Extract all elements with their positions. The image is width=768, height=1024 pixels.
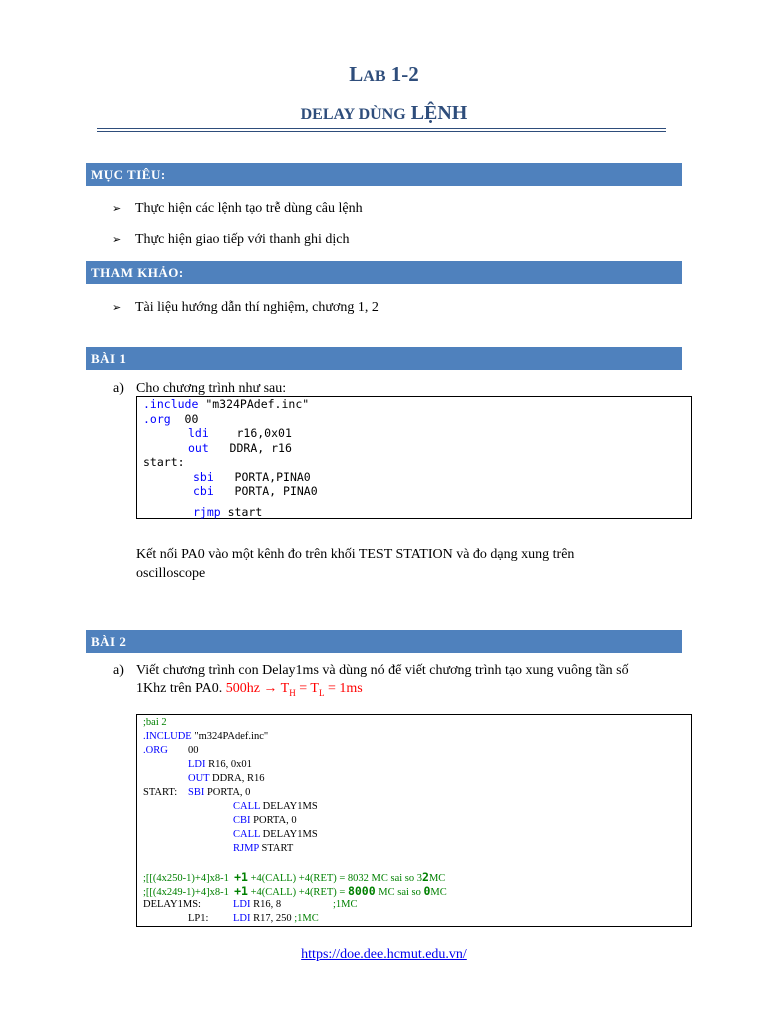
section-ex1-heading: BÀI 1 xyxy=(86,347,682,370)
title-number: 1-2 xyxy=(385,62,419,86)
code-line: LDI R17, 250 ;1MC xyxy=(233,913,319,924)
code-comment: ;1MC xyxy=(333,899,358,910)
code-line: 00 xyxy=(188,745,199,756)
ex2-code-box xyxy=(136,714,692,927)
ex1-note-line1: Kết nối PA0 vào một kênh đo trên khối TEST STATION và đo dạng xung trên xyxy=(136,547,575,562)
code-line: LDI R16, 0x01 xyxy=(188,759,252,770)
code-line: .INCLUDE "m324PAdef.inc" xyxy=(143,731,269,742)
code-line: cbi PORTA, PINA0 xyxy=(193,484,318,498)
code-line: OUT DDRA, R16 xyxy=(188,773,265,784)
code-line: .org 00 xyxy=(143,411,199,426)
page-title xyxy=(0,62,768,87)
title-rule-top xyxy=(97,128,666,129)
code-line: .include "m324PAdef.inc" xyxy=(143,397,310,411)
code-line: CALL DELAY1MS xyxy=(233,801,318,812)
section-ex2-heading: BÀI 2 xyxy=(86,630,682,653)
arrow-bullet-icon: ➢ xyxy=(112,202,122,215)
code-line: CALL DELAY1MS xyxy=(233,829,318,840)
section-references-heading: THAM KHẢO: xyxy=(86,261,682,284)
ex2-item-line1: Viết chương trình con Delay1ms và dùng nó để viết chương trình tạo xung vuông tần số xyxy=(136,663,629,678)
code-line: ldi r16,0x01 xyxy=(188,426,292,440)
footer xyxy=(0,947,768,963)
title-initial: L xyxy=(349,62,364,86)
code-line: start: xyxy=(143,455,185,469)
code-line: .ORG xyxy=(143,745,168,756)
code-comment-line: ;[[(4x250-1)+4]x8-1 +1 +4(CALL) +4(RET) = 8032 MC sai so 32MC xyxy=(143,870,446,884)
code-line: RJMP START xyxy=(233,843,294,854)
ex1-code-box xyxy=(136,396,692,519)
code-line: ;bai 2 xyxy=(143,717,167,728)
title-smallcaps: AB xyxy=(363,68,386,85)
code-comment-line: ;[[(4x249-1)+4]x8-1 +1 +4(CALL) +4(RET) = 8000 MC sai so 0MC xyxy=(143,884,447,898)
ex1-note-line2: oscilloscope xyxy=(136,566,206,581)
code-line: out DDRA, r16 xyxy=(188,440,292,455)
objective-item: ➢ Thực hiện giao tiếp với thanh ghi dịch xyxy=(112,232,350,247)
arrow-bullet-icon: ➢ xyxy=(112,233,122,246)
subtitle-emphasis: LỆNH xyxy=(405,102,468,124)
footer-link[interactable]: https://doe.dee.hcmut.edu.vn/ xyxy=(301,947,467,962)
code-line: sbi PORTA,PINA0 xyxy=(193,469,311,484)
objective-item: ➢ Thực hiện các lệnh tạo trễ dùng câu lệnh xyxy=(112,201,363,216)
ex2-item-label: a) xyxy=(113,663,124,678)
title-rule-bottom xyxy=(97,131,666,132)
section-objectives-heading: MỤC TIÊU: xyxy=(86,163,682,186)
reference-item: ➢ Tài liệu hướng dẫn thí nghiệm, chương 1, 2 xyxy=(112,300,379,315)
page-subtitle xyxy=(0,102,768,125)
code-line: CBI PORTA, 0 xyxy=(233,815,297,826)
code-line: DELAY1MS: xyxy=(143,899,201,910)
code-line: LDI R16, 8 xyxy=(233,899,282,910)
ex1-item-text: Cho chương trình như sau: xyxy=(136,381,287,396)
code-line: SBI PORTA, 0 xyxy=(188,787,251,798)
code-line: LP1: xyxy=(188,913,209,924)
arrow-bullet-icon: ➢ xyxy=(112,301,122,314)
subtitle-main: DELAY DÙNG xyxy=(300,106,406,123)
ex1-item-label: a) xyxy=(113,381,124,396)
code-line: rjmp start xyxy=(193,505,263,519)
ex2-item-line2: 1Khz trên PA0. $500hz \to T_H = T_L = 1ms$ xyxy=(136,681,363,698)
code-line: START: xyxy=(143,787,178,798)
